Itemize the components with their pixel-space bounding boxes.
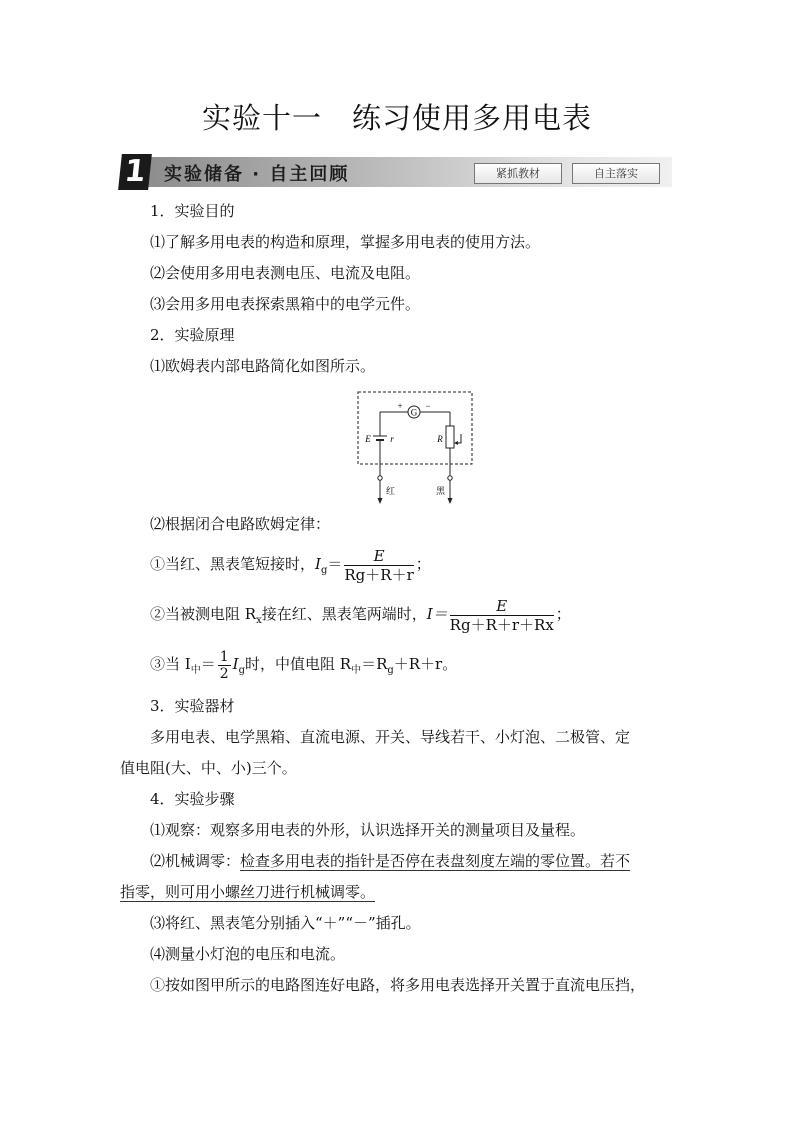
formula-3-tail-sub: 中: [351, 665, 362, 676]
formula-2-fraction: [450, 597, 554, 634]
purpose-line-3: ⑶会用多用电表探索黑箱中的电学元件。: [150, 295, 421, 313]
black-probe-label: 黑: [436, 486, 446, 496]
page-title: [0, 96, 794, 137]
formula-3: [150, 645, 457, 690]
emf-label: E: [365, 434, 371, 444]
step-3-underlined: 指零，则可用小螺丝刀进行机械调零。: [120, 883, 376, 901]
section-banner: [120, 154, 672, 190]
formula-2-sub: x: [256, 615, 262, 626]
formula-3-denominator: 2: [219, 665, 229, 682]
formula-3-ig-sub: g: [238, 665, 245, 676]
formula-3-eq: ＝: [200, 655, 216, 673]
equipment-line-2: 值电阻(大、中、小)三个。: [120, 759, 297, 777]
formula-2-denominator: Rg＋R＋r＋Rx: [449, 615, 554, 634]
internal-resistance-label: r: [390, 434, 394, 444]
purpose-line-2: ⑵会使用多用电表测电压、电流及电阻。: [150, 264, 421, 282]
principle-line-1: ⑴欧姆表内部电路简化如图所示。: [150, 357, 376, 375]
dashed-box: [358, 392, 472, 464]
formula-1-numerator: E: [344, 547, 413, 566]
formula-3-ig: I: [232, 655, 239, 673]
rheostat-icon: [446, 426, 454, 448]
step-line-6: ①按如图甲所示的电路图连好电路，将多用电表选择开关置于直流电压挡，: [150, 976, 646, 994]
step-line-4: ⑶将红、黑表笔分别插入“＋”“－”插孔。: [150, 914, 421, 932]
rheostat-label: R: [437, 434, 443, 444]
section-1-heading: 1．实验目的: [150, 202, 235, 220]
ohmmeter-circuit-diagram: [356, 388, 476, 506]
self-practice-button[interactable]: 自主落实: [572, 163, 660, 184]
formula-1: ①当红、黑表笔短接时，$I_g=$ $\frac{E}{Rg+R+r}$ ；: [150, 546, 431, 584]
step-line-2: [150, 851, 630, 871]
formula-3-text: ③当 I: [150, 655, 191, 673]
formula-2-mid: 接在红、黑表笔两端时，: [261, 605, 427, 623]
section-2-heading: 2．实验原理: [150, 326, 235, 344]
formula-3-numerator: 1: [219, 648, 229, 665]
principle-line-2: ⑵根据闭合电路欧姆定律：: [150, 515, 331, 533]
formula-3-fraction: [218, 649, 231, 682]
step-2-underlined: 检查多用电表的指针是否停在表盘刻度左端的零位置。若不: [240, 852, 631, 870]
formula-1-fraction: [344, 547, 413, 584]
red-probe-label: 红: [386, 486, 396, 496]
formula-3-end: ＝R: [361, 655, 388, 673]
black-terminal-icon: [448, 476, 452, 480]
minus-sign: −: [425, 401, 431, 411]
formula-1-lhs: I: [315, 555, 321, 573]
plus-sign: +: [397, 401, 403, 411]
title-part-2: 练习使用多用电表: [352, 101, 593, 135]
formula-3-end-sub: g: [387, 665, 394, 676]
formula-1-sub: g: [320, 565, 328, 576]
section-3-heading: 3．实验器材: [150, 697, 235, 715]
formula-1-text: ①当红、黑表笔短接时，: [150, 555, 316, 573]
title-part-1: 实验十一: [201, 101, 322, 135]
formula-2-numerator: E: [450, 597, 554, 616]
purpose-line-1: ⑴了解多用电表的构造和原理，掌握多用电表的使用方法。: [150, 233, 541, 251]
section-4-heading: 4．实验步骤: [150, 790, 235, 808]
red-terminal-icon: [378, 476, 382, 480]
formula-2-text: ②当被测电阻 R: [150, 605, 257, 623]
step-line-1: ⑴观察：观察多用电表的外形，认识选择开关的测量项目及量程。: [150, 821, 586, 839]
equipment-line-1: 多用电表、电学黑箱、直流电源、开关、导线若干、小灯泡、二极管、定: [150, 728, 631, 746]
formula-3-sub: 中: [190, 665, 201, 676]
formula-3-tail: 时，中值电阻 R: [244, 655, 352, 673]
formula-1-denominator: Rg＋R＋r: [344, 565, 414, 584]
formula-2-lhs: I＝: [426, 605, 448, 623]
banner-number: 1: [118, 154, 152, 190]
step-line-3: [120, 882, 375, 902]
formula-3-final: ＋R＋r。: [393, 655, 458, 673]
step-line-5: ⑷测量小灯泡的电压和电流。: [150, 945, 346, 963]
formula-2: ②当被测电阻 $R_x$接在红、黑表笔两端时，I＝ $\frac{E}{Rg+R+r+Rx}$ ；: [150, 596, 571, 634]
textbook-button[interactable]: 紧抓教材: [474, 163, 562, 184]
banner-label: 实验储备 · 自主回顾: [164, 164, 350, 185]
step-2-label: ⑵机械调零：: [150, 852, 241, 870]
galvanometer-label: G: [410, 407, 418, 418]
